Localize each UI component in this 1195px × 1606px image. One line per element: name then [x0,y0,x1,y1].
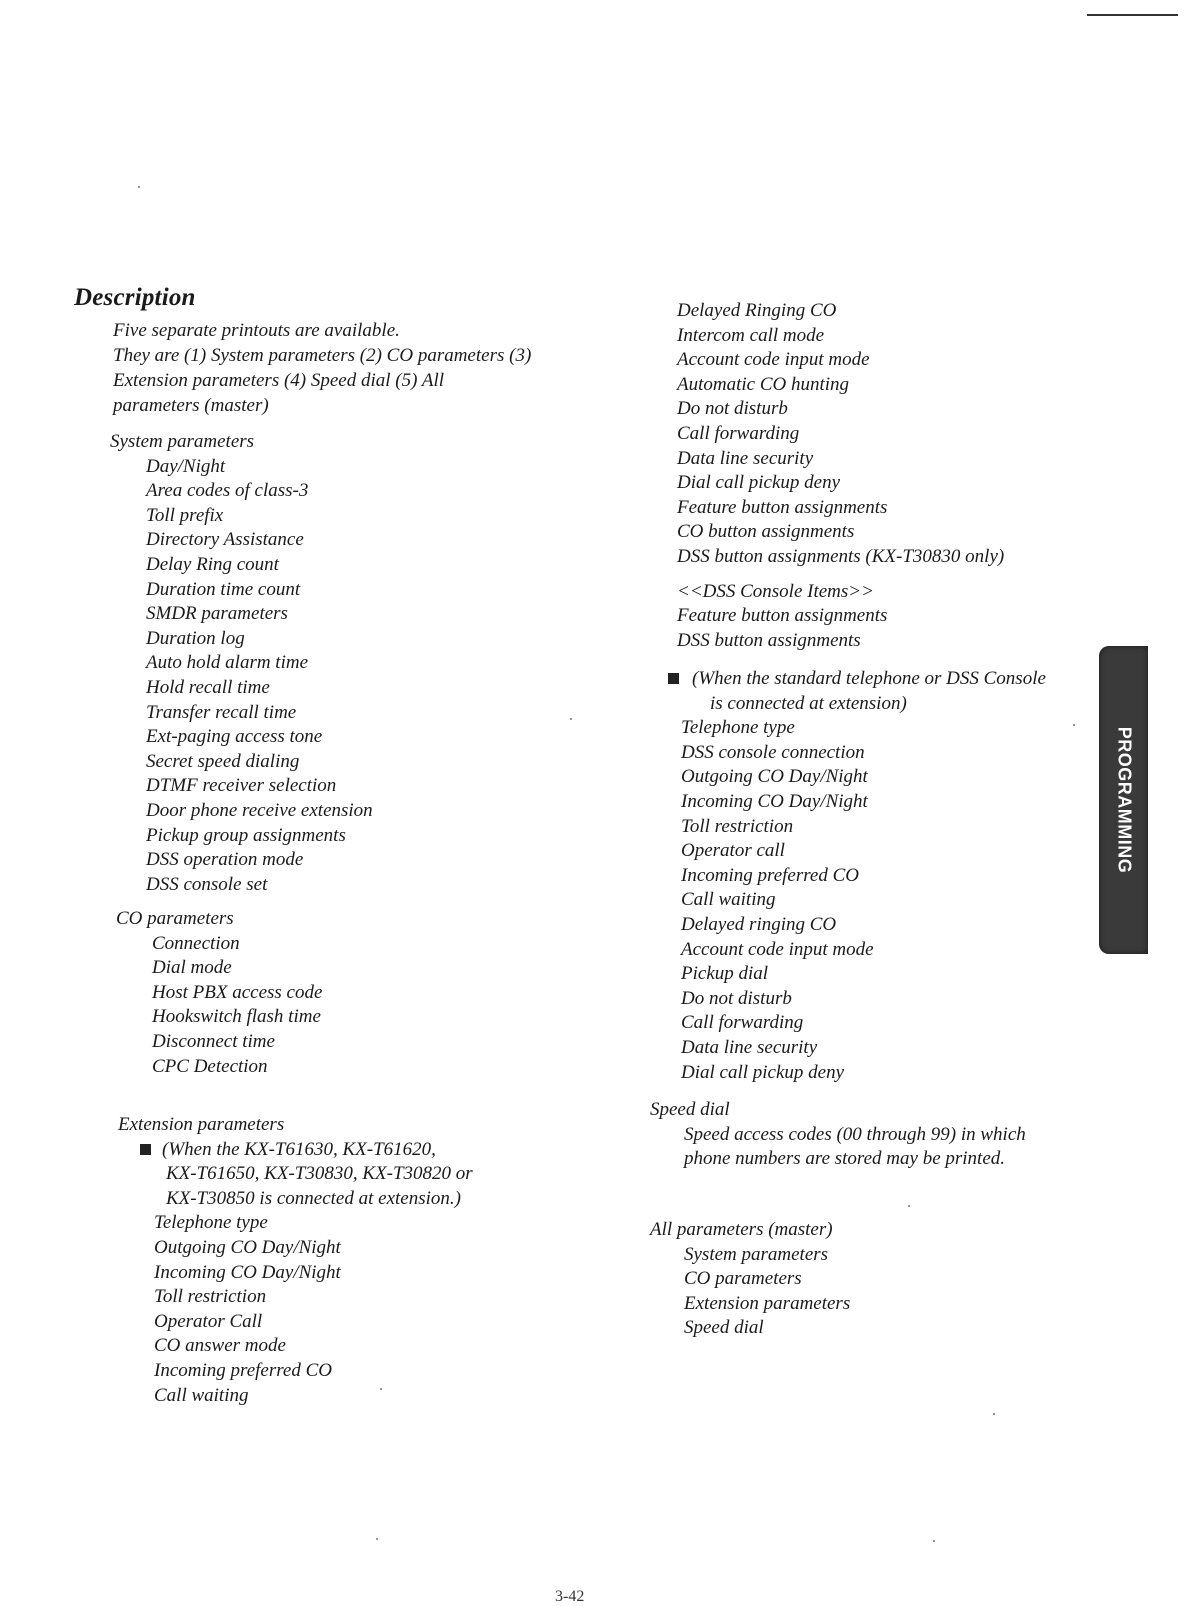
list-item: Account code input mode [677,349,870,371]
list-item: Delayed Ringing CO [677,300,837,321]
list-item: Host PBX access code [152,981,323,1003]
list-item: DSS button assignments [677,629,861,651]
list-item: Call waiting [154,1384,249,1406]
scan-speck [380,1388,382,1390]
section-title: Speed dial [650,1099,730,1120]
list-item: Area codes of class-3 [146,480,309,502]
scan-speck [908,1205,910,1207]
list-item: Do not disturb [681,987,792,1009]
list-item: Do not disturb [677,398,788,420]
list-item: Feature button assignments [677,605,888,627]
list-item: Duration time count [146,578,301,600]
note-line: (When the standard telephone or DSS Console [692,668,1046,689]
list-item: Speed dial [684,1317,764,1339]
list-item: Call forwarding [681,1012,804,1034]
list-item: Incoming CO Day/Night [154,1261,341,1283]
list-item: Telephone type [154,1212,268,1234]
list-item: Intercom call mode [677,324,825,346]
list-item: Secret speed dialing [146,750,300,772]
extension-parameters-section [118,1113,473,1408]
speed-dial-description: Speed access codes (00 through 99) in which phone numbers are stored may be printed. [684,1123,1026,1170]
list-item: CPC Detection [152,1055,268,1077]
list-item: Duration log [146,627,245,649]
list-item: Door phone receive extension [146,799,373,821]
list-item: SMDR parameters [146,603,288,625]
list-item: Incoming preferred CO [681,864,860,886]
speed-dial-section [650,1098,1044,1172]
note-line: KX-T61650, KX-T30830, KX-T30820 or [166,1163,473,1185]
list-item: Operator Call [154,1310,263,1332]
list-item: DSS button assignments (KX-T30830 only) [677,545,1005,567]
list-item: DTMF receiver selection [146,775,337,797]
page-title: Description [74,284,196,311]
list-item: CO answer mode [154,1335,286,1357]
list-item: Data line security [681,1036,818,1058]
section-title: All parameters (master) [650,1219,833,1240]
square-bullet-icon [668,673,679,684]
list-item: DSS operation mode [146,849,304,871]
list-item: Automatic CO hunting [677,373,850,395]
intro-text [113,318,533,418]
note-line: is connected at extension) [710,692,907,714]
intro-line: Five separate printouts are available. [113,320,400,341]
extension-items-continued [677,299,1004,653]
list-item: Delayed ringing CO [681,913,837,935]
list-item: Auto hold alarm time [146,652,309,674]
scan-speck [570,718,572,720]
system-parameters-section [110,430,373,897]
list-item: Dial call pickup deny [681,1061,845,1083]
list-item: Transfer recall time [146,701,297,723]
section-title: Extension parameters [118,1114,285,1135]
list-item: Disconnect time [152,1030,275,1052]
standard-telephone-note [668,667,1046,716]
list-item: Connection [152,932,240,954]
note-line: KX-T30850 is connected at extension.) [166,1187,461,1209]
section-title: CO parameters [116,908,234,929]
list-item: Outgoing CO Day/Night [681,766,868,788]
list-item: Account code input mode [681,938,874,960]
list-item: Pickup group assignments [146,824,346,846]
all-parameters-section [650,1218,850,1341]
list-item: Delay Ring count [146,553,279,575]
list-item: Dial mode [152,957,232,979]
list-item: CO button assignments [677,521,855,543]
section-title: System parameters [110,431,255,452]
list-item: Ext-paging access tone [146,726,323,748]
scan-speck [376,1538,378,1540]
list-item: Dial call pickup deny [677,472,841,494]
list-item: Hookswitch flash time [152,1006,321,1028]
list-item: DSS console connection [681,741,865,763]
list-item: CO parameters [684,1268,802,1290]
programming-side-tab [1099,646,1148,954]
top-rule [1087,14,1178,16]
side-tab-label: PROGRAMMING [1114,726,1134,874]
page-number: 3-42 [555,1588,585,1605]
scan-speck [993,1413,995,1415]
scan-speck [933,1540,935,1542]
standard-telephone-section [668,667,1046,1085]
list-item: Day/Night [146,455,226,477]
extension-note [118,1138,473,1212]
list-item: Directory Assistance [146,529,304,551]
list-item: Incoming preferred CO [154,1359,333,1381]
list-item: Incoming CO Day/Night [681,790,868,812]
list-item: Telephone type [681,717,795,739]
list-item: Call waiting [681,889,776,911]
list-item: Toll restriction [681,815,794,837]
list-item: Toll prefix [146,504,224,526]
list-item: Feature button assignments [677,496,888,518]
list-item: Call forwarding [677,422,800,444]
list-item: Outgoing CO Day/Night [154,1236,341,1258]
list-item: Hold recall time [146,676,270,698]
list-item: Data line security [677,447,814,469]
co-parameters-section [116,907,322,1079]
list-item: System parameters [684,1243,829,1265]
dss-console-title: <<DSS Console Items>> [677,580,874,602]
list-item: Extension parameters [684,1292,851,1314]
list-item: Toll restriction [154,1286,267,1308]
list-item: Pickup dial [681,963,769,985]
intro-line: They are (1) System parameters (2) CO parameters (3) Extension parameters (4) Speed dial (5) All parameters (master) [113,345,532,416]
note-line: (When the KX-T61630, KX-T61620, [162,1138,436,1160]
square-bullet-icon [140,1144,151,1155]
list-item: DSS console set [146,873,268,895]
scan-speck [138,186,140,188]
scan-speck [1073,724,1075,726]
list-item: Operator call [681,840,785,862]
